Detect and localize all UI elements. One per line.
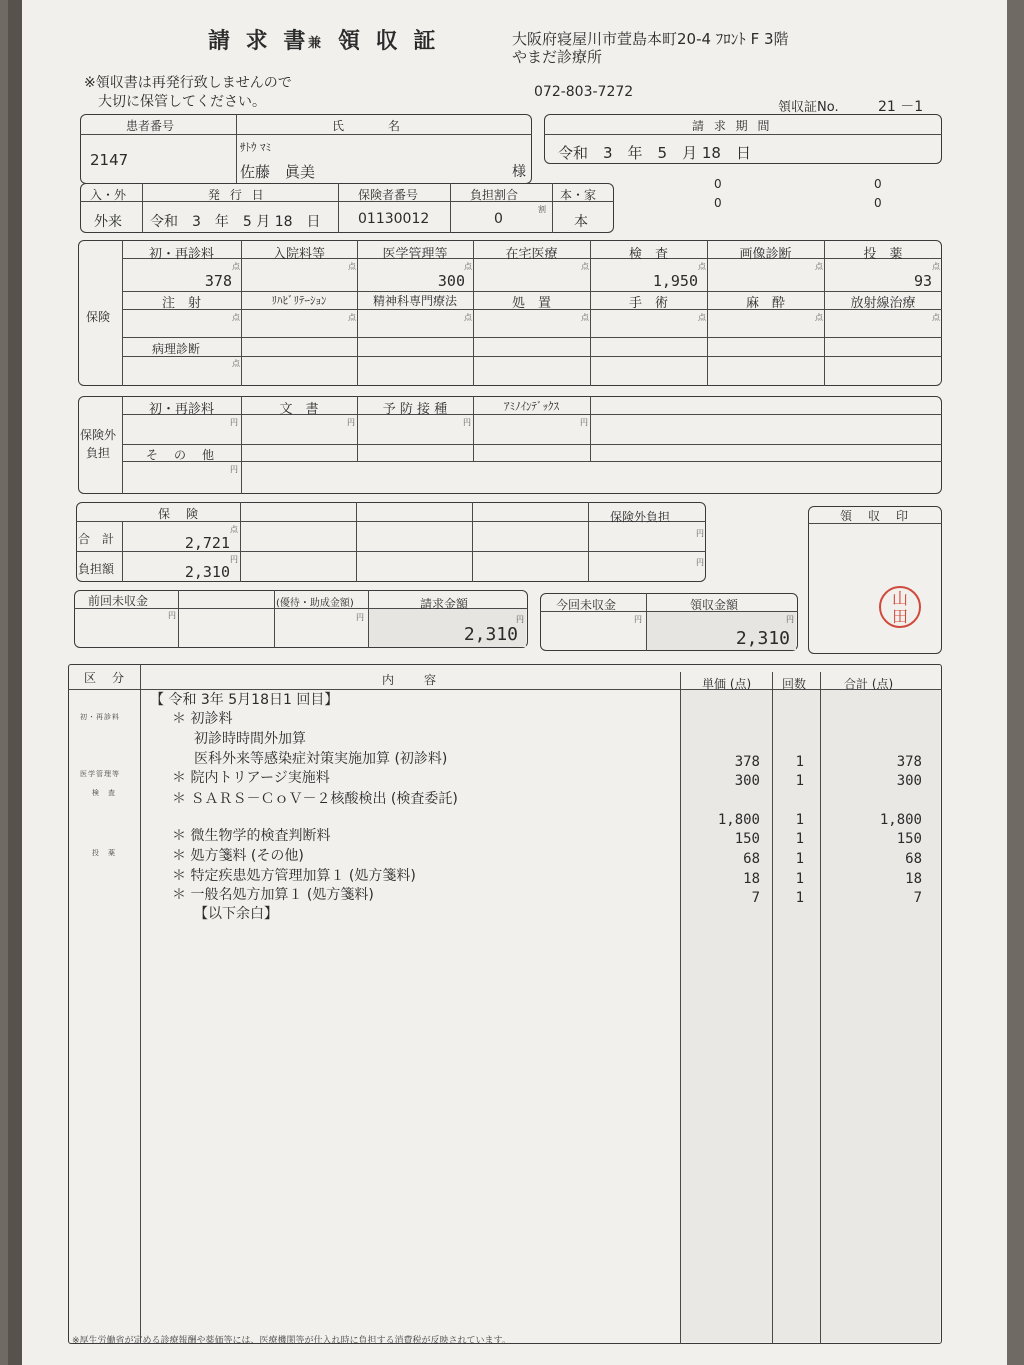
unit-ten: 点 xyxy=(932,262,940,271)
totals-hokengai-label: 保険外負担 xyxy=(610,510,671,524)
ins-h-masui: 麻 酔 xyxy=(745,296,785,311)
patient-id: 2147 xyxy=(90,151,129,169)
detail-item-total: 18 xyxy=(905,871,922,887)
billed-value: 2,310 xyxy=(463,624,518,645)
patient-name-label: 氏 名 xyxy=(332,119,403,133)
curr-unpaid-label: 今回未収金 xyxy=(556,598,617,612)
unit-ten: 点 xyxy=(232,359,240,368)
ins-h-shujutsu: 手 術 xyxy=(628,296,668,311)
ins-h-kensa: 検 査 xyxy=(628,247,668,262)
unit-ten: 点 xyxy=(698,313,706,322)
ins-v-igaku: 300 xyxy=(437,272,465,290)
ins-h-byori: 病理診断 xyxy=(152,342,201,356)
detail-item-count: 1 xyxy=(795,812,804,828)
detail-item-text: ＊ ＳＡＲＳ－ＣｏＶ－２核酸検出 (検査委託) xyxy=(172,791,458,807)
burden-ratio: 0 xyxy=(494,211,503,227)
insurer-no: 01130012 xyxy=(358,211,430,227)
prev-unpaid-label: 前回未収金 xyxy=(88,594,149,608)
unit-en: 円 xyxy=(230,418,238,427)
col-count: 回数 xyxy=(782,677,807,691)
col-category: 区 分 xyxy=(84,671,127,685)
unit-ten: 点 xyxy=(464,313,472,322)
detail-item-text: ＊ 微生物学的検査判断料 xyxy=(172,828,331,844)
detail-item-total: 68 xyxy=(905,851,922,867)
ins-h-chusha: 注 射 xyxy=(161,296,201,311)
unit-en: 円 xyxy=(347,418,355,427)
detail-item-total: 150 xyxy=(896,831,922,847)
unit-ten: 点 xyxy=(932,313,940,322)
ins-h-shoshin: 初・再診料 xyxy=(148,247,214,262)
footer-note: ※厚生労働省が定める診療報酬や薬価等には、医療機関等が仕入れ時に負担する消費税が反映されています。 xyxy=(72,1336,511,1346)
ins-v-toyaku: 93 xyxy=(913,272,932,290)
zero-4: 0 xyxy=(874,196,882,210)
ins-h-nyuin: 入院料等 xyxy=(272,247,325,262)
detail-item-count: 1 xyxy=(795,871,804,887)
ins-h-toyaku: 投 薬 xyxy=(863,247,903,262)
unit-en: 円 xyxy=(356,613,364,622)
detail-item-count: 1 xyxy=(795,754,804,770)
notice-line-1: ※領収書は再発行致しませんので xyxy=(84,75,292,91)
unit-en: 円 xyxy=(516,615,524,624)
billing-period-label: 請 求 期 間 xyxy=(692,119,773,133)
receipt-no-label: 領収証No. xyxy=(778,100,839,115)
col-total: 合計 (点) xyxy=(844,677,894,691)
clinic-address: 大阪府寝屋川市萱島本町20-4 ﾌﾛﾝﾄ F 3階 xyxy=(512,30,789,48)
detail-item-total: 378 xyxy=(896,754,922,770)
detail-item-text: ＊ 一般名処方加算１ (処方箋料) xyxy=(172,887,374,903)
detail-item-text: 初診時時間外加算 xyxy=(194,731,306,747)
unit-ten: 点 xyxy=(581,262,589,271)
unit-en: 円 xyxy=(786,615,794,624)
detail-item-count: 1 xyxy=(795,890,804,906)
honke-value: 本 xyxy=(574,214,588,230)
patient-kana: ｻﾄｳ ﾏﾐ xyxy=(240,141,271,154)
detail-item-price: 378 xyxy=(734,754,760,770)
unit-ten: 点 xyxy=(232,313,240,322)
received-value: 2,310 xyxy=(735,628,790,649)
unit-en: 円 xyxy=(696,558,704,567)
stamp-box xyxy=(808,506,942,654)
non-ins-h-bunsho: 文 書 xyxy=(279,402,319,417)
detail-item-price: 68 xyxy=(743,851,760,867)
unit-en: 円 xyxy=(230,555,238,564)
cat-igaku: 医学管理等 xyxy=(80,770,120,778)
clinic-phone: 072-803-7272 xyxy=(534,84,634,100)
detail-item-text: ＊ 処方箋料 (その他) xyxy=(172,848,304,864)
patient-id-label: 患者番号 xyxy=(126,119,175,133)
insurer-no-label: 保険者番号 xyxy=(358,188,419,202)
inout-value: 外来 xyxy=(94,214,122,230)
col-content: 内 容 xyxy=(382,673,439,687)
detail-item-total: 1,800 xyxy=(879,812,922,828)
ratio-unit: 割 xyxy=(538,205,546,214)
stamp-label: 領 収 印 xyxy=(840,509,911,523)
ins-v-shoshin: 378 xyxy=(204,272,232,290)
detail-item-text: ＊ 初診料 xyxy=(172,711,233,727)
issue-date-label: 発 行 日 xyxy=(208,188,267,202)
unit-ten: 点 xyxy=(815,262,823,271)
totals-total-label: 合 計 xyxy=(78,532,115,546)
detail-item-count: 1 xyxy=(795,773,804,789)
unit-ten: 点 xyxy=(698,262,706,271)
totals-burden-label: 負担額 xyxy=(78,562,115,576)
cat-shoshin: 初・再診料 xyxy=(80,713,120,721)
unit-en: 円 xyxy=(696,529,704,538)
detail-item-count: 1 xyxy=(795,851,804,867)
unit-en: 円 xyxy=(463,418,471,427)
unit-ten: 点 xyxy=(232,262,240,271)
detail-item-price: 150 xyxy=(734,831,760,847)
subsidy-label: (優待・助成金額) xyxy=(276,598,354,609)
detail-item-text: ＊ 特定疾患処方管理加算１ (処方箋料) xyxy=(172,868,416,884)
detail-item-text: 【以下余白】 xyxy=(194,906,278,922)
patient-name: 佐藤 眞美 xyxy=(240,163,316,181)
detail-item-price: 300 xyxy=(734,773,760,789)
col-unit-price: 単価 (点) xyxy=(702,677,752,691)
ins-h-hoshasen: 放射線治療 xyxy=(850,296,916,311)
cat-toyaku: 投 薬 xyxy=(92,849,116,857)
zero-1: 0 xyxy=(714,177,722,191)
receipt-paper xyxy=(22,0,1007,1365)
honke-label: 本・家 xyxy=(560,188,597,202)
unit-ten: 点 xyxy=(348,313,356,322)
totals-total-value: 2,721 xyxy=(184,534,230,552)
seal-stamp: 山 田 xyxy=(879,586,921,628)
detail-item-total: 300 xyxy=(896,773,922,789)
cat-kensa: 検 査 xyxy=(92,789,116,797)
zero-3: 0 xyxy=(874,177,882,191)
detail-item-count: 1 xyxy=(795,831,804,847)
detail-date-heading: 【 令和 3年 5月18日1 回目】 xyxy=(150,692,339,708)
patient-sama: 様 xyxy=(512,164,526,180)
unit-ten: 点 xyxy=(464,262,472,271)
detail-item-text: ＊ 院内トリアージ実施料 xyxy=(172,770,330,786)
ins-h-zaitaku: 在宅医療 xyxy=(505,247,558,262)
ins-h-shochi: 処 置 xyxy=(511,296,551,311)
ins-h-igaku: 医学管理等 xyxy=(382,247,448,262)
receipt-no: 21 －1 xyxy=(878,99,924,115)
ins-v-kensa: 1,950 xyxy=(652,272,698,290)
burden-ratio-label: 負担割合 xyxy=(470,188,519,202)
detail-item-price: 1,800 xyxy=(717,812,760,828)
ins-h-seishin: 精神科専門療法 xyxy=(372,294,457,308)
received-label: 領収金額 xyxy=(690,598,739,612)
detail-item-price: 7 xyxy=(751,890,760,906)
unit-ten: 点 xyxy=(815,313,823,322)
issue-date: 令和 3 年 5 月 18 日 xyxy=(150,214,321,230)
clinic-name: やまだ診療所 xyxy=(512,48,603,66)
zero-2: 0 xyxy=(714,196,722,210)
unit-ten: 点 xyxy=(348,262,356,271)
inout-label: 入・外 xyxy=(90,188,127,202)
unit-en: 円 xyxy=(634,615,642,624)
insurance-side-label: 保険 xyxy=(86,310,111,324)
unit-ten: 点 xyxy=(581,313,589,322)
non-ins-h-shoshin: 初・再診料 xyxy=(148,402,214,417)
detail-item-total: 7 xyxy=(913,890,922,906)
non-ins-h-amino: ｱﾐﾉｲﾝﾃﾞｯｸｽ xyxy=(504,400,559,413)
non-ins-h-yobo: 予 防 接 種 xyxy=(382,402,448,417)
non-ins-side-2: 負担 xyxy=(86,446,111,460)
doc-title-ken: 兼 xyxy=(308,36,322,51)
detail-item-price: 18 xyxy=(743,871,760,887)
totals-hoken-label: 保 険 xyxy=(158,507,201,521)
unit-ten: 点 xyxy=(230,525,238,534)
notice-line-2: 大切に保管してください。 xyxy=(98,94,266,110)
totals-burden-value: 2,310 xyxy=(184,563,230,581)
doc-title: 請 求 書 xyxy=(208,29,310,54)
detail-item-text: 医科外来等感染症対策実施加算 (初診料) xyxy=(194,751,448,767)
billing-period-value: 令和 3 年 5 月 18 日 xyxy=(558,144,751,162)
unit-en: 円 xyxy=(230,465,238,474)
doc-title-2: 領 収 証 xyxy=(338,29,440,54)
non-ins-other: そ の 他 xyxy=(146,448,217,462)
non-ins-side-1: 保険外 xyxy=(80,428,117,442)
unit-en: 円 xyxy=(580,418,588,427)
billed-label: 請求金額 xyxy=(420,597,469,611)
unit-en: 円 xyxy=(168,611,176,620)
ins-h-gazo: 画像診断 xyxy=(739,247,792,262)
ins-h-reha: ﾘﾊﾋﾞﾘﾃｰｼｮﾝ xyxy=(271,294,327,307)
